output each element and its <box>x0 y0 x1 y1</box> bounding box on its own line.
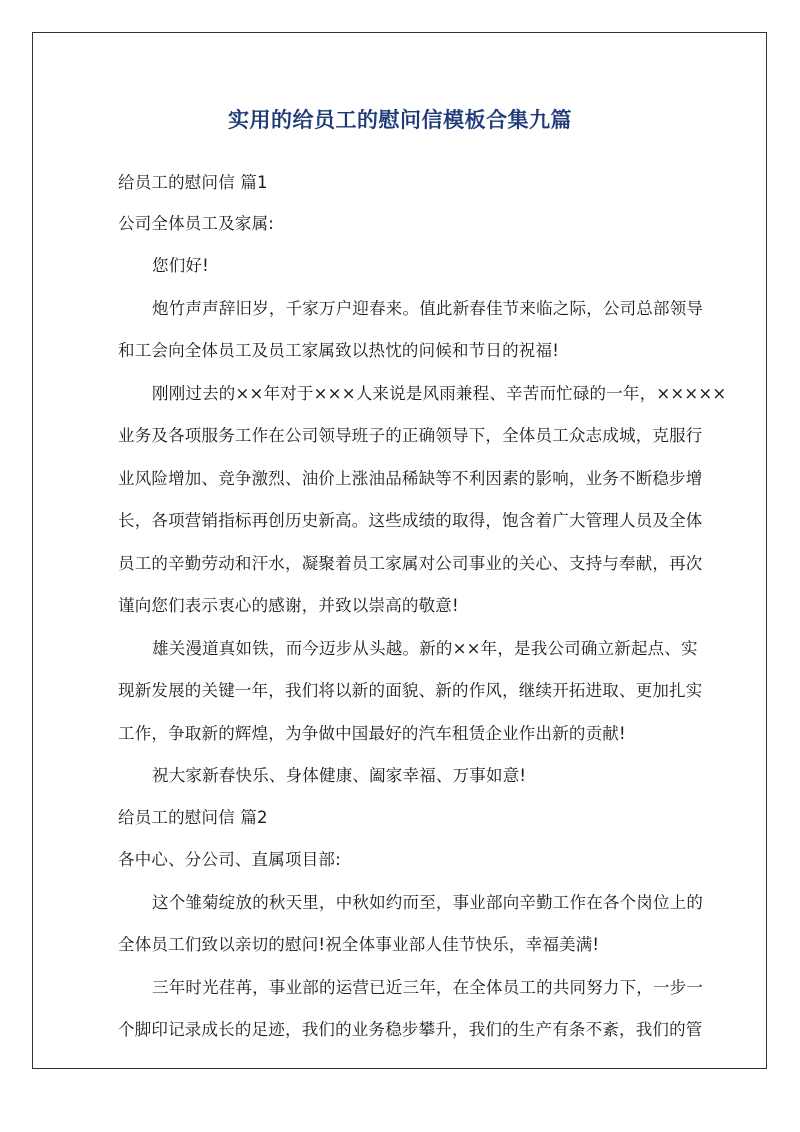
document-title: 实用的给员工的慰问信模板合集九篇 <box>228 108 572 132</box>
paragraph-line: 员工的辛勤劳动和汗水，凝聚着员工家属对公司事业的关心、支持与奉献，再次 <box>118 554 703 573</box>
paragraph-line: 工作，争取新的辉煌，为争做中国最好的汽车租赁企业作出新的贡献! <box>118 724 626 743</box>
paragraph-line: 全体员工们致以亲切的慰问!祝全体事业部人佳节快乐，幸福美满! <box>118 935 600 954</box>
section-heading-2: 给员工的慰问信 篇2 <box>118 808 268 827</box>
paragraph-line: 业务及各项服务工作在公司领导班子的正确领导下，全体员工众志成城，克服行 <box>118 426 703 445</box>
paragraph-line: 和工会向全体员工及员工家属致以热忱的问候和节日的祝福! <box>118 341 560 360</box>
paragraph-line: 雄关漫道真如铁，而今迈步从头越。新的××年，是我公司确立新起点、实 <box>152 639 698 658</box>
salutation-1: 公司全体员工及家属: <box>118 214 275 233</box>
paragraph-line: 炮竹声声辞旧岁，千家万户迎春来。值此新春佳节来临之际，公司总部领导 <box>152 299 704 318</box>
paragraph-line: 刚刚过去的××年对于×××人来说是风雨兼程、辛苦而忙碌的一年，××××× <box>152 384 727 403</box>
paragraph-line: 三年时光荏苒，事业部的运营已近三年，在全体员工的共同努力下，一步一 <box>152 978 704 997</box>
paragraph-line: 谨向您们表示衷心的感谢，并致以崇高的敬意! <box>118 596 459 615</box>
paragraph-line: 这个雏菊绽放的秋天里，中秋如约而至，事业部向辛勤工作在各个岗位上的 <box>152 893 704 912</box>
greeting-1: 您们好! <box>152 256 209 275</box>
paragraph-line: 现新发展的关键一年，我们将以新的面貌、新的作风，继续开拓进取、更加扎实 <box>118 681 703 700</box>
section-heading-1: 给员工的慰问信 篇1 <box>118 173 268 192</box>
closing-wish-1: 祝大家新春快乐、身体健康、阖家幸福、万事如意! <box>152 766 527 785</box>
salutation-2: 各中心、分公司、直属项目部: <box>118 850 341 869</box>
paragraph-line: 业风险增加、竞争激烈、油价上涨油品稀缺等不利因素的影响，业务不断稳步增 <box>118 469 703 488</box>
paragraph-line: 个脚印记录成长的足迹，我们的业务稳步攀升，我们的生产有条不紊，我们的管 <box>118 1020 703 1039</box>
paragraph-line: 长，各项营销指标再创历史新高。这些成绩的取得，饱含着广大管理人员及全体 <box>118 511 703 530</box>
